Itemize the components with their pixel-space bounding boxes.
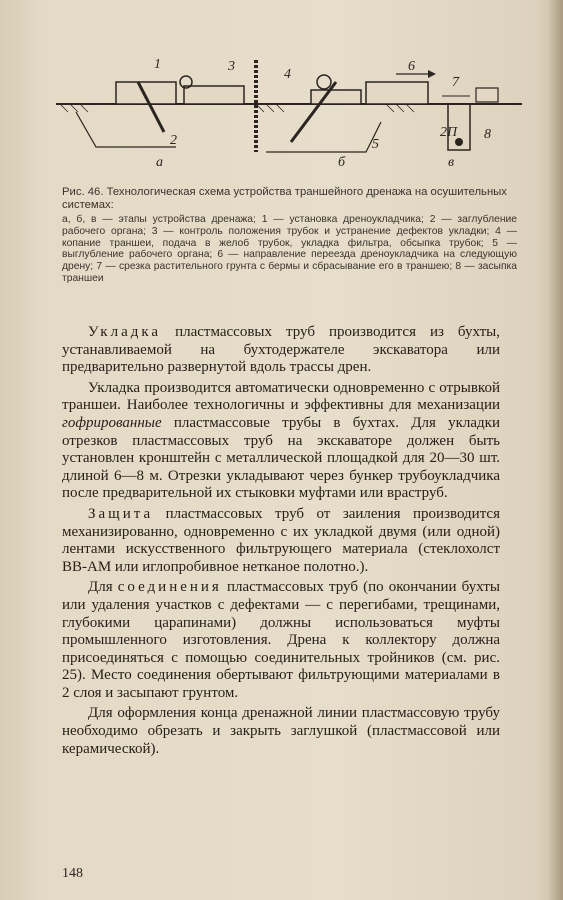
- figure-caption: [62, 186, 517, 285]
- paragraph-text: Для: [88, 579, 118, 596]
- figure-label-4: 4: [284, 67, 291, 82]
- figure-label-8: 8: [484, 127, 491, 142]
- tractor-b: [366, 82, 428, 104]
- paragraph-3: [62, 506, 500, 576]
- paragraph-4: [62, 579, 500, 702]
- book-spine-edge: [549, 0, 563, 900]
- spaced-term: Укладка: [88, 324, 162, 340]
- drainlayer-b-body: [311, 90, 361, 104]
- trench-profile-a: [76, 112, 176, 147]
- drainage-scheme-figure: [56, 52, 522, 180]
- paragraph-text: пластмассовых труб производится из бухты, устанавливаемой на бухтодержателе экскаватора или предварительно развернутой вдоль трассы дрен.: [62, 324, 500, 376]
- figure-label-stage-b: б: [338, 155, 346, 170]
- bulldozer-v: [476, 88, 498, 102]
- figure-label-5: 5: [372, 137, 379, 152]
- figure-label-stage-v: в: [448, 155, 455, 170]
- paragraph-text: пластмассовых труб (по окончании бухты или удаления участков с дефектами — с перегибами, трещинами, глубокими царапинами) должны использоваться муфты промышленного изготовления. Дрена к коллектору должна присоединяться с помощью соединительных тройников (см. рис. 25). Место соединения обертывают фильтрующими материалами в 2 слоя и засыпают грунтом.: [62, 579, 500, 701]
- figure-label-6: 6: [408, 59, 415, 74]
- pipe-coil-b: [317, 75, 331, 89]
- page-number: 148: [62, 866, 83, 881]
- paragraph-text: пластмассовых труб от заиления производится механизированно, одновременно с их укладкой двумя (или одной) лентами искусственного фильтрующего материала (стеклохолст ВВ-АМ или иглопробивное нетканое полотно.).: [62, 505, 500, 575]
- figure-drawing: [56, 52, 522, 180]
- figure-label-7: 7: [452, 75, 459, 90]
- figure-label-depth: 2П: [440, 125, 458, 140]
- figure-label-2: 2: [170, 133, 177, 148]
- paragraph-5: Для оформления конца дренажной линии пластмассовую трубу необходимо обрезать и закрыть заглушкой (пластмассовой или керамической).: [62, 705, 500, 757]
- paragraph-1: [62, 324, 500, 377]
- figure-label-stage-a: а: [156, 155, 163, 170]
- body-text: [62, 324, 500, 761]
- paragraph-2: [62, 380, 500, 503]
- figure-label-3: 3: [228, 59, 235, 74]
- soil-hatching: [60, 104, 414, 112]
- caption-title: Рис. 46. Технологическая схема устройства траншейного дренажа на осушительных системах:: [62, 186, 507, 211]
- drainlayer-a-body: [116, 82, 176, 104]
- spaced-term: соединения: [117, 579, 222, 596]
- paragraph-text: Укладка производится автоматически одновременно с отрывкой траншеи. Наиболее технологичны и эффективны для механизации: [62, 379, 500, 414]
- caption-legend: а, б, в — этапы устройства дренажа; 1 — установка дреноукладчика; 2 — заглубление рабочего органа; 3 — контроль положения трубок и устранение дефектов укладки; 4 — копание траншеи, подача в желоб трубок, укладка фильтра, обсыпка трубок; 5 — выглубление рабочего органа; 6 — направление переезда дреноукладчика на следующую дрену; 7 — срезка растительного грунта с бермы и сбрасывание его в траншею; 8 — засыпка траншеи: [62, 214, 517, 284]
- direction-arrow-head: [428, 70, 436, 78]
- trench-profile-b: [266, 122, 381, 152]
- spaced-term: Защита: [88, 505, 154, 522]
- emphasized-term: гофрированные: [62, 414, 162, 431]
- tractor-a: [184, 86, 244, 104]
- figure-label-1: 1: [154, 57, 161, 72]
- paragraph-text: пластмассовые трубы в бухтах. Для укладки отрезков пластмассовых труб на экскаваторе должен быть установлен кронштейн с металлической площадкой для 20—30 шт. длиной 6—8 м. Отрезки укладывают через бункер трубоукладчика после предварительной их стыковки муфтами или враструб.: [62, 414, 500, 502]
